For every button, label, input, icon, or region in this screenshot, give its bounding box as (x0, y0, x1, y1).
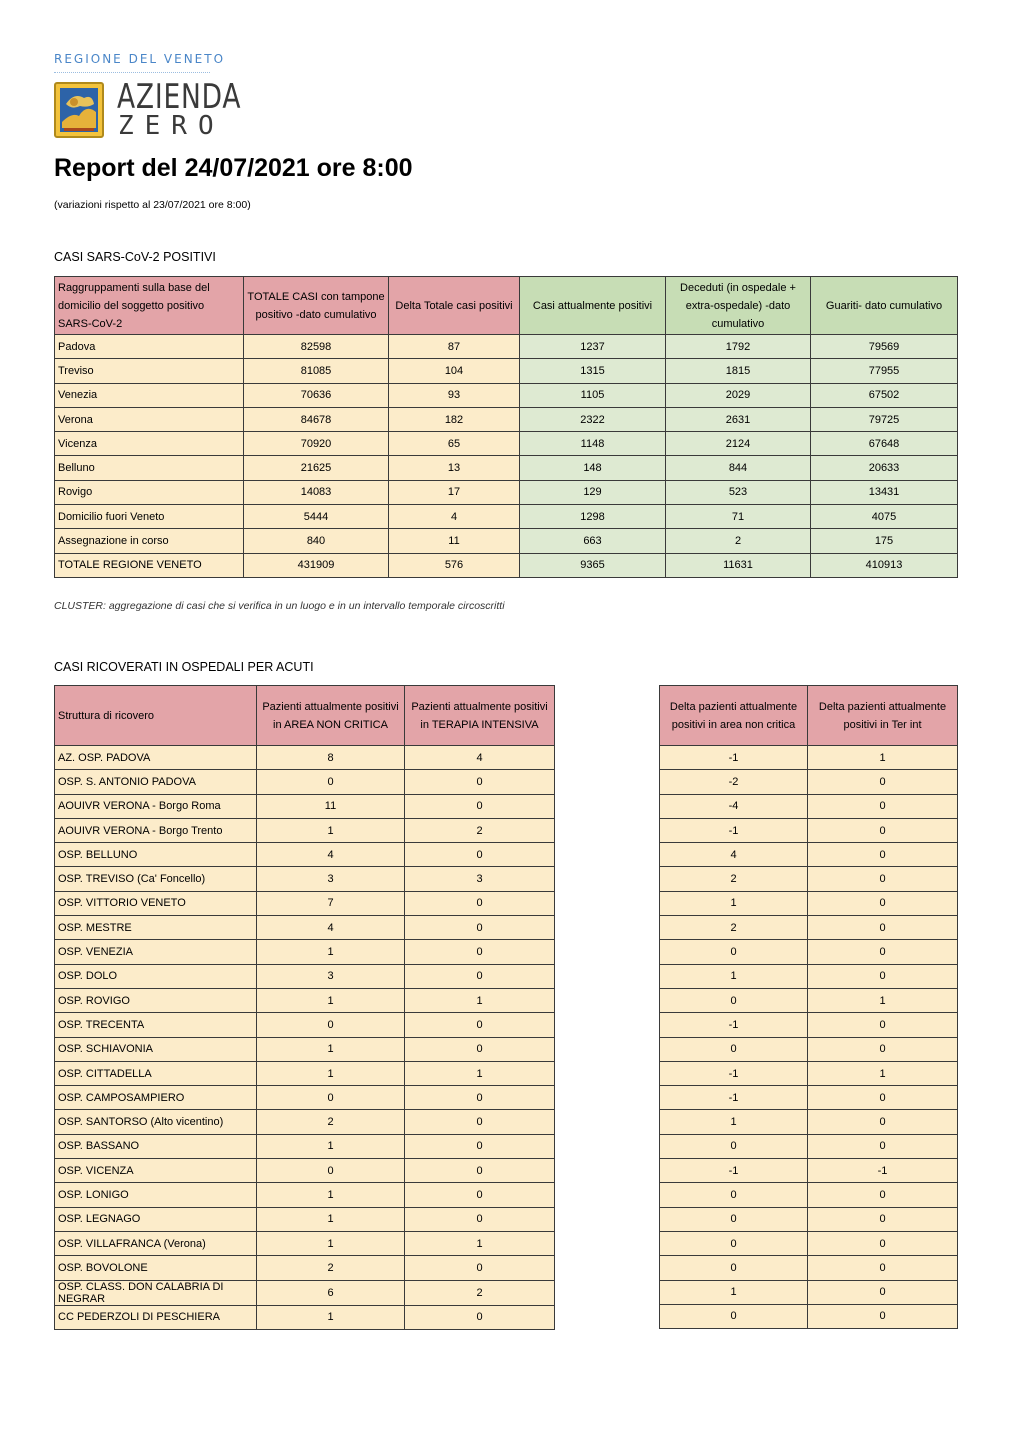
table-cell: OSP. BELLUNO (55, 843, 257, 867)
table-cell: AZ. OSP. PADOVA (55, 746, 257, 770)
page-title: Report del 24/07/2021 ore 8:00 (54, 154, 413, 182)
table-cell: 0 (257, 1159, 405, 1183)
org-name-line1: AZIENDA (117, 77, 242, 117)
table-cell: 104 (389, 359, 520, 383)
table-cell: 11 (257, 794, 405, 818)
table-row (55, 843, 555, 867)
table-cell: 0 (405, 794, 555, 818)
table-cell: OSP. VENEZIA (55, 940, 257, 964)
table-cell: 2 (666, 529, 811, 553)
column-header: Deceduti (in ospedale + extra-ospedale) -dato cumulativo (666, 277, 811, 335)
header (54, 52, 242, 141)
table-cell: Padova (55, 335, 244, 359)
table-cell: 148 (520, 456, 666, 480)
table-row (660, 843, 958, 867)
table-cell: 0 (808, 1134, 958, 1158)
table-cell: 175 (811, 529, 958, 553)
table-row (660, 1061, 958, 1085)
table-row (55, 1231, 555, 1255)
table-cell: 11631 (666, 553, 811, 577)
delta-ricoverati-table (659, 685, 958, 1329)
table-row (660, 1159, 958, 1183)
table-cell: 1 (257, 1231, 405, 1255)
table-row (55, 818, 555, 842)
table-cell: 93 (389, 383, 520, 407)
table-cell: 431909 (244, 553, 389, 577)
table-row (55, 988, 555, 1012)
table-cell: Verona (55, 407, 244, 431)
table-cell: 0 (405, 770, 555, 794)
table-cell: OSP. SANTORSO (Alto vicentino) (55, 1110, 257, 1134)
table-cell: 13431 (811, 480, 958, 504)
table-cell: 1315 (520, 359, 666, 383)
table-cell: 840 (244, 529, 389, 553)
table-cell: Belluno (55, 456, 244, 480)
table-cell: Assegnazione in corso (55, 529, 244, 553)
table-cell: TOTALE REGIONE VENETO (55, 553, 244, 577)
table-cell: 0 (808, 1086, 958, 1110)
table-row (660, 916, 958, 940)
table-cell: Treviso (55, 359, 244, 383)
column-header: Pazienti attualmente positivi in TERAPIA INTENSIVA (405, 686, 555, 746)
table-cell: 4075 (811, 505, 958, 529)
table-cell: 0 (405, 964, 555, 988)
table-cell: 1105 (520, 383, 666, 407)
table-row (660, 1086, 958, 1110)
table-row (55, 1183, 555, 1207)
table-cell: 1298 (520, 505, 666, 529)
table-row (660, 891, 958, 915)
table-cell: OSP. MESTRE (55, 916, 257, 940)
table-row (660, 1013, 958, 1037)
table-row (55, 770, 555, 794)
table-row (55, 1207, 555, 1231)
table-cell: 6 (257, 1280, 405, 1305)
table-cell: 1148 (520, 432, 666, 456)
table-cell: OSP. VITTORIO VENETO (55, 891, 257, 915)
table-cell: 4 (257, 916, 405, 940)
table-cell: 2029 (666, 383, 811, 407)
table-cell: 0 (808, 1256, 958, 1280)
table-cell: 1237 (520, 335, 666, 359)
table-row (55, 359, 958, 383)
table-cell: OSP. ROVIGO (55, 988, 257, 1012)
table-row (55, 794, 555, 818)
column-header: Delta pazienti attualmente positivi in area non critica (660, 686, 808, 746)
table-cell: 0 (808, 867, 958, 891)
table-row (55, 746, 555, 770)
table-cell: 0 (405, 1110, 555, 1134)
cluster-note: CLUSTER: aggregazione di casi che si verifica in un luogo e in un intervallo temporale circoscritti (54, 600, 505, 612)
table-cell: OSP. SCHIAVONIA (55, 1037, 257, 1061)
table-row (55, 1256, 555, 1280)
region-label: REGIONE DEL VENETO (54, 52, 226, 66)
table-row (660, 1110, 958, 1134)
table-cell: 1 (660, 1280, 808, 1304)
table-cell: 1 (257, 940, 405, 964)
table-row (55, 480, 958, 504)
table-row (660, 1183, 958, 1207)
table-cell: 0 (405, 916, 555, 940)
table-row (55, 456, 958, 480)
table-cell: -1 (660, 1086, 808, 1110)
table-cell: 576 (389, 553, 520, 577)
table-cell: OSP. DOLO (55, 964, 257, 988)
table-cell: 4 (389, 505, 520, 529)
table-cell: 2 (257, 1110, 405, 1134)
table-cell: 0 (660, 1304, 808, 1328)
table-cell: 0 (808, 818, 958, 842)
table-cell: -2 (660, 770, 808, 794)
table-cell: 0 (808, 1110, 958, 1134)
table-cell: 0 (405, 843, 555, 867)
table-cell: 79569 (811, 335, 958, 359)
table-cell: 87 (389, 335, 520, 359)
table-cell: 0 (660, 1134, 808, 1158)
table-cell: 0 (660, 1207, 808, 1231)
table-row (55, 867, 555, 891)
table-cell: 0 (405, 1159, 555, 1183)
table-row (55, 1061, 555, 1085)
table-cell: 0 (808, 794, 958, 818)
table-row (55, 383, 958, 407)
table-cell: 1 (257, 988, 405, 1012)
column-header: Casi attualmente positivi (520, 277, 666, 335)
table-row (660, 1280, 958, 1304)
table-cell: 20633 (811, 456, 958, 480)
table-cell: OSP. CAMPOSAMPIERO (55, 1086, 257, 1110)
table-cell: 13 (389, 456, 520, 480)
table-cell: Domicilio fuori Veneto (55, 505, 244, 529)
table-cell: 0 (660, 1037, 808, 1061)
positivi-table (54, 276, 958, 578)
table-cell: 0 (257, 1013, 405, 1037)
table-cell: 2 (660, 867, 808, 891)
table-cell: 0 (405, 1037, 555, 1061)
table-cell: -1 (660, 1061, 808, 1085)
column-header: Struttura di ricovero (55, 686, 257, 746)
table-row (660, 1231, 958, 1255)
table-cell: 3 (405, 867, 555, 891)
table-cell: 1 (257, 1305, 405, 1329)
table-cell: 2 (257, 1256, 405, 1280)
table-row (660, 1207, 958, 1231)
table-row (55, 553, 958, 577)
table-cell: 5444 (244, 505, 389, 529)
table-cell: 70636 (244, 383, 389, 407)
table-row (55, 335, 958, 359)
table-row (660, 988, 958, 1012)
table-cell: 0 (405, 1207, 555, 1231)
table-cell: -1 (660, 746, 808, 770)
table-row (660, 1037, 958, 1061)
table-cell: 65 (389, 432, 520, 456)
table-row (55, 1013, 555, 1037)
table-cell: 0 (808, 1280, 958, 1304)
column-header: TOTALE CASI con tampone positivo -dato cumulativo (244, 277, 389, 335)
table-cell: 0 (808, 916, 958, 940)
table-cell: OSP. CITTADELLA (55, 1061, 257, 1085)
table-cell: OSP. BOVOLONE (55, 1256, 257, 1280)
table-row (55, 1086, 555, 1110)
table-row (55, 505, 958, 529)
column-header: Guariti- dato cumulativo (811, 277, 958, 335)
table-cell: 70920 (244, 432, 389, 456)
table-row (660, 818, 958, 842)
lion-crest-icon (54, 82, 104, 138)
table-cell: -1 (660, 1159, 808, 1183)
table-row (55, 529, 958, 553)
table-cell: 0 (660, 1183, 808, 1207)
table-cell: AOUIVR VERONA - Borgo Trento (55, 818, 257, 842)
table-cell: -4 (660, 794, 808, 818)
table-cell: OSP. LEGNAGO (55, 1207, 257, 1231)
table-cell: -1 (660, 818, 808, 842)
table-cell: OSP. TRECENTA (55, 1013, 257, 1037)
table-cell: 1 (405, 1061, 555, 1085)
table-cell: Rovigo (55, 480, 244, 504)
table-cell: 0 (808, 770, 958, 794)
table-row (660, 1134, 958, 1158)
table-cell: AOUIVR VERONA - Borgo Roma (55, 794, 257, 818)
table-cell: 0 (808, 1183, 958, 1207)
table-cell: 14083 (244, 480, 389, 504)
table-cell: 0 (257, 1086, 405, 1110)
table-cell: 410913 (811, 553, 958, 577)
table-cell: 1 (660, 891, 808, 915)
table-cell: 2322 (520, 407, 666, 431)
table-cell: 0 (660, 988, 808, 1012)
table-cell: 1 (405, 988, 555, 1012)
table-cell: 67648 (811, 432, 958, 456)
table-cell: 2124 (666, 432, 811, 456)
table-row (55, 916, 555, 940)
table-cell: 2631 (666, 407, 811, 431)
table-cell: 1 (808, 746, 958, 770)
table-cell: 2 (660, 916, 808, 940)
table-cell: OSP. BASSANO (55, 1134, 257, 1158)
table-cell: 1 (257, 1207, 405, 1231)
table-cell: 0 (660, 1231, 808, 1255)
table-row (660, 794, 958, 818)
table-cell: 1 (808, 1061, 958, 1085)
table-cell: 4 (660, 843, 808, 867)
table-cell: 0 (808, 1231, 958, 1255)
table-row (55, 407, 958, 431)
table-cell: 9365 (520, 553, 666, 577)
table-row (55, 1134, 555, 1158)
table-cell: 0 (660, 940, 808, 964)
table-row (660, 940, 958, 964)
column-header: Raggruppamenti sulla base del domicilio del soggetto positivo SARS-CoV-2 (55, 277, 244, 335)
table-cell: 182 (389, 407, 520, 431)
table-row (660, 1256, 958, 1280)
table-row (660, 1304, 958, 1328)
table-row (55, 1280, 555, 1305)
page-subtitle: (variazioni rispetto al 23/07/2021 ore 8:00) (54, 199, 251, 211)
table-cell: 0 (808, 843, 958, 867)
divider (54, 72, 210, 73)
table-cell: 82598 (244, 335, 389, 359)
table-row (55, 1305, 555, 1329)
table-cell: 4 (405, 746, 555, 770)
table-cell: OSP. LONIGO (55, 1183, 257, 1207)
table-cell: 17 (389, 480, 520, 504)
table-cell: 0 (808, 964, 958, 988)
table-cell: Venezia (55, 383, 244, 407)
table-cell: 1 (808, 988, 958, 1012)
table-row (660, 746, 958, 770)
table-cell: 0 (405, 1013, 555, 1037)
table-cell: 21625 (244, 456, 389, 480)
table-cell: 3 (257, 867, 405, 891)
table-cell: -1 (660, 1013, 808, 1037)
table-cell: 0 (808, 1013, 958, 1037)
table-cell: Vicenza (55, 432, 244, 456)
table-cell: 1 (257, 1037, 405, 1061)
table-cell: 0 (405, 1134, 555, 1158)
section-title-positivi: CASI SARS-CoV-2 POSITIVI (54, 250, 216, 264)
table-cell: 663 (520, 529, 666, 553)
table-cell: 8 (257, 746, 405, 770)
table-row (55, 1110, 555, 1134)
table-cell: 0 (808, 891, 958, 915)
table-cell: OSP. VILLAFRANCA (Verona) (55, 1231, 257, 1255)
logo (54, 77, 254, 141)
table-cell: 0 (808, 940, 958, 964)
table-cell: OSP. CLASS. DON CALABRIA DI NEGRAR (55, 1280, 257, 1305)
table-cell: 0 (405, 1086, 555, 1110)
table-cell: 0 (405, 1183, 555, 1207)
table-cell: 0 (405, 1305, 555, 1329)
table-cell: 1 (660, 964, 808, 988)
table-row (55, 432, 958, 456)
column-header: Delta pazienti attualmente positivi in Ter int (808, 686, 958, 746)
table-cell: 1792 (666, 335, 811, 359)
org-name-line2: ZERO (118, 111, 225, 141)
table-cell: OSP. S. ANTONIO PADOVA (55, 770, 257, 794)
table-row (55, 1037, 555, 1061)
table-cell: 0 (405, 940, 555, 964)
table-cell: 1815 (666, 359, 811, 383)
ricoverati-table (54, 685, 555, 1330)
table-cell: 0 (808, 1037, 958, 1061)
table-cell: 4 (257, 843, 405, 867)
table-cell: 0 (257, 770, 405, 794)
table-cell: 0 (808, 1207, 958, 1231)
table-cell: 81085 (244, 359, 389, 383)
table-cell: 0 (808, 1304, 958, 1328)
table-row (55, 940, 555, 964)
table-cell: 1 (405, 1231, 555, 1255)
table-cell: 129 (520, 480, 666, 504)
table-cell: 11 (389, 529, 520, 553)
table-row (55, 964, 555, 988)
table-cell: OSP. VICENZA (55, 1159, 257, 1183)
table-cell: 2 (405, 1280, 555, 1305)
table-cell: 71 (666, 505, 811, 529)
table-cell: 7 (257, 891, 405, 915)
column-header: Pazienti attualmente positivi in AREA NON CRITICA (257, 686, 405, 746)
table-cell: 79725 (811, 407, 958, 431)
table-cell: OSP. TREVISO (Ca' Foncello) (55, 867, 257, 891)
table-cell: 1 (660, 1110, 808, 1134)
table-cell: 0 (405, 891, 555, 915)
column-header: Delta Totale casi positivi (389, 277, 520, 335)
table-row (660, 770, 958, 794)
table-cell: 3 (257, 964, 405, 988)
table-cell: 1 (257, 1134, 405, 1158)
table-row (660, 867, 958, 891)
table-cell: 0 (660, 1256, 808, 1280)
table-cell: 77955 (811, 359, 958, 383)
table-cell: 844 (666, 456, 811, 480)
table-row (55, 891, 555, 915)
table-cell: 1 (257, 1061, 405, 1085)
table-cell: -1 (808, 1159, 958, 1183)
table-cell: 67502 (811, 383, 958, 407)
table-cell: 523 (666, 480, 811, 504)
table-cell: 1 (257, 818, 405, 842)
section-title-ricoverati: CASI RICOVERATI IN OSPEDALI PER ACUTI (54, 660, 314, 674)
table-cell: 1 (257, 1183, 405, 1207)
table-cell: 2 (405, 818, 555, 842)
table-cell: 0 (405, 1256, 555, 1280)
table-cell: CC PEDERZOLI DI PESCHIERA (55, 1305, 257, 1329)
table-row (55, 1159, 555, 1183)
table-cell: 84678 (244, 407, 389, 431)
table-row (660, 964, 958, 988)
